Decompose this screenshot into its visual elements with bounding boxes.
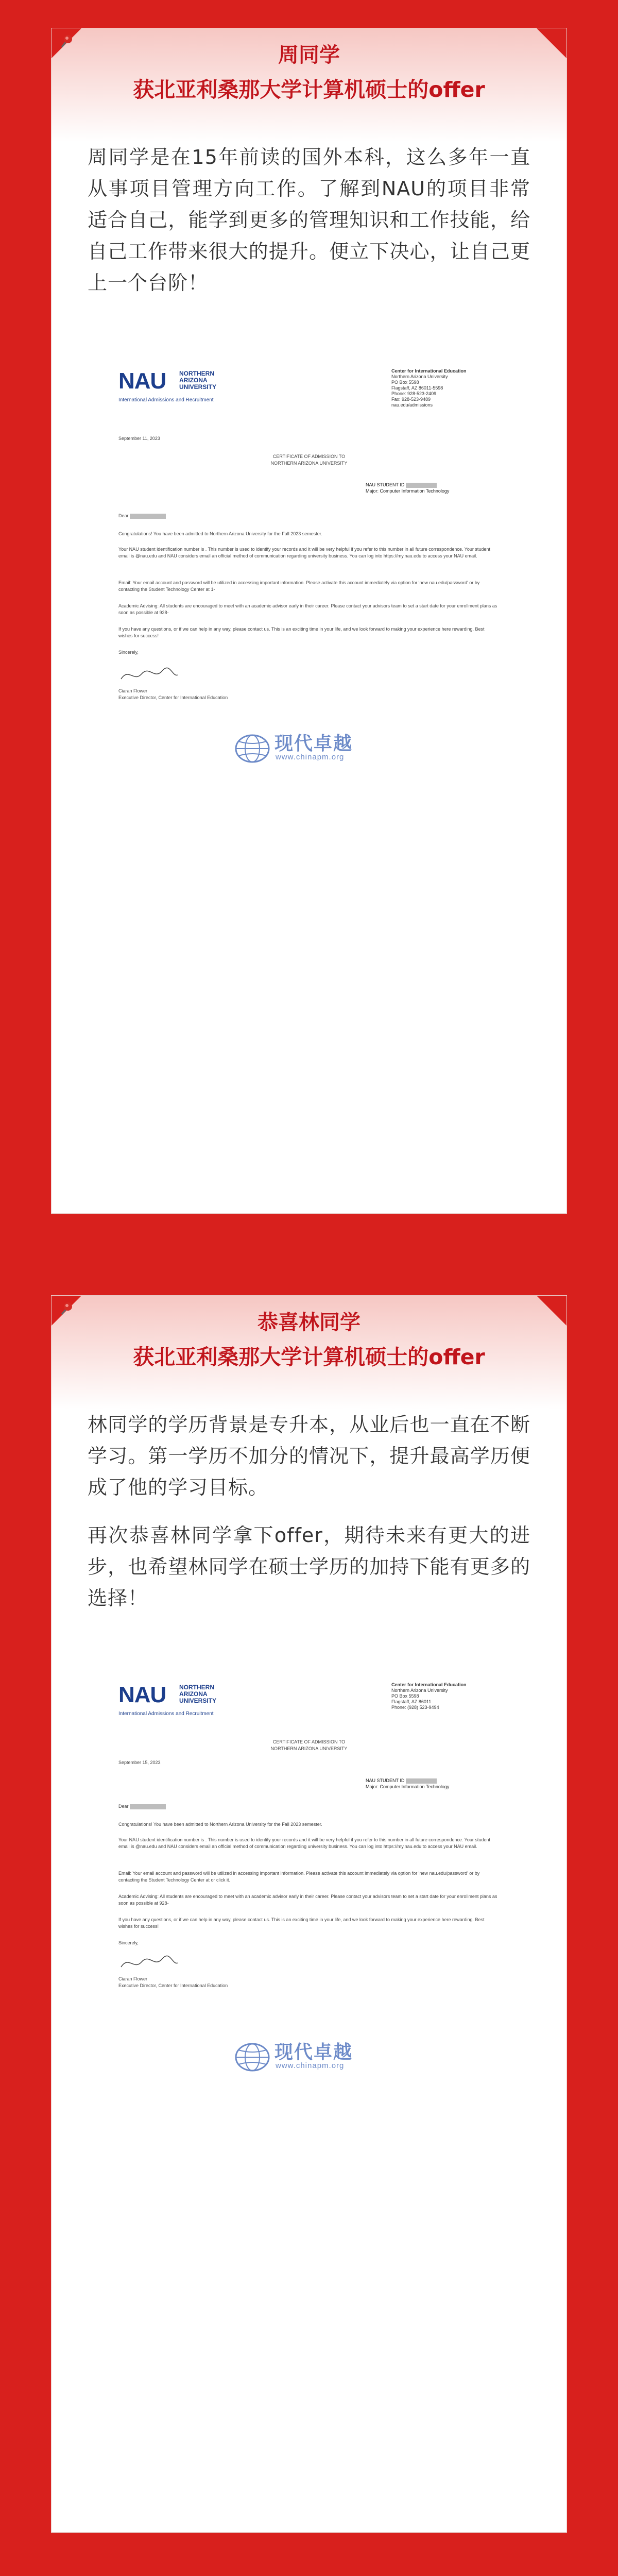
letter-paragraph-5: If you have any questions, or if we can help in any way, please contact us. This is an exciting time in your life, and we look forward to making your experience here rewarding. Best wishes for success! — [118, 1917, 485, 1929]
letter-certificate-title: CERTIFICATE OF ADMISSION TO NORTHERN ARIZONA UNIVERSITY — [270, 1739, 348, 1751]
nau-logo: NAU NORTHERN ARIZONA UNIVERSITY International Admissions and Recruitment — [118, 1682, 217, 1717]
letter-paragraph-4: Academic Advising: All students are encouraged to meet with an academic advisor early in their career. Please contact your advisors team to set a start date for your enrollment plans as soon as possible at 928- — [118, 1894, 497, 1906]
card-paragraph: 周同学是在15年前读的国外本科，这么多年一直从事项目管理方向工作。了解到NAU的项目非常适合自己，能学到更多的管理知识和工作技能，给自己工作带来很大的提升。便立下决心，让自己更上一个台阶！ — [88, 146, 530, 294]
letter-dear: Dear — [118, 513, 500, 519]
card-title-name: 周同学 — [278, 43, 340, 67]
letter-address: Center for International Education Northern Arizona University PO Box 5598 Flagstaff, AZ 86011-5598 Phone: 928-523-2409 Fax: 928-523-9489 nau.edu/admissions — [391, 368, 467, 408]
nau-admission-letter — [118, 368, 500, 935]
letter-date: September 15, 2023 — [118, 1760, 161, 1765]
letter-sincerely: Sincerely, — [118, 1940, 139, 1945]
card-title-subtitle: 获北亚利桑那大学计算机硕士的offer — [133, 1345, 485, 1369]
letter-certificate-title: CERTIFICATE OF ADMISSION TO NORTHERN ARIZONA UNIVERSITY — [270, 454, 348, 466]
letter-signer: Ciaran Flower Executive Director, Center for International Education — [118, 688, 228, 700]
letter-date: September 11, 2023 — [118, 436, 160, 441]
letter-address: Center for International Education Northern Arizona University PO Box 5598 Flagstaff, AZ 86011 Phone: (928) 523-9494 — [391, 1682, 467, 1710]
nau-admission-letter — [118, 1682, 500, 2249]
letter-signer: Ciaran Flower Executive Director, Center for International Education — [118, 1976, 228, 1988]
letter-paragraph-1: Congratulations! You have been admitted to Northern Arizona University for the Fall 2023 semester. — [118, 1822, 322, 1827]
letter-paragraph-4: Academic Advising: All students are encouraged to meet with an academic advisor early in their career. Please contact your advisors team to set a start date for your enrollment plans as soon as possible at 928- — [118, 603, 497, 615]
card-lin — [52, 1296, 566, 2532]
card-title-subtitle: 获北亚利桑那大学计算机硕士的offer — [133, 77, 485, 102]
watermark-logo: 现代卓越 www.chinapm.org — [234, 729, 368, 770]
watermark-logo: 现代卓越 www.chinapm.org — [234, 2038, 368, 2079]
letter-paragraph-2: Your NAU student identification number is . This number is used to identify your records and it will be very helpful if you refer to this number in all future correspondence. Your student email is @nau.edu and NAU considers email an official method of communication regarding university business. You can log into https://my.nau.edu to access your NAU email. — [118, 1837, 490, 1849]
globe-icon — [234, 733, 270, 764]
letter-student-info: NAU STUDENT ID Major: Computer Information Technology — [366, 1778, 450, 1789]
card-title-name: 恭喜林同学 — [258, 1311, 360, 1334]
card-zhou — [52, 28, 566, 1213]
letter-paragraph-2: Your NAU student identification number is . This number is used to identify your records and it will be very helpful if you refer to this number in all future correspondence. Your student email is @nau.edu and NAU considers email an official method of communication regarding university business. You can log into https://my.nau.edu to access your NAU email. — [118, 547, 490, 558]
card-paragraph: 再次恭喜林同学拿下offer，期待未来有更大的进步，也希望林同学在硕士学历的加持下能有更多的选择！ — [88, 1524, 530, 1609]
letter-paragraph-5: If you have any questions, or if we can help in any way, please contact us. This is an exciting time in your life, and we look forward to making your experience here rewarding. Best wishes for success! — [118, 626, 485, 638]
nau-logo: NAU NORTHERN ARIZONA UNIVERSITY International Admissions and Recruitment — [118, 368, 217, 403]
letter-sincerely: Sincerely, — [118, 650, 139, 655]
signature-image — [118, 665, 180, 685]
card-paragraph: 林同学的学历背景是专升本，从业后也一直在不断学习。第一学历不加分的情况下，提升最高学历便成了他的学习目标。 — [88, 1413, 530, 1499]
letter-paragraph-1: Congratulations! You have been admitted to Northern Arizona University for the Fall 2023 semester. — [118, 531, 322, 536]
signature-image — [118, 1953, 180, 1973]
letter-paragraph-3: Email: Your email account and password will be utilized in accessing important information. Please activate this account immediately via option for 'new nau.edu/password' or by contacting the Student Technology Center at or click it. — [118, 1871, 480, 1883]
letter-dear: Dear — [118, 1803, 500, 1810]
globe-icon — [234, 2042, 270, 2073]
letter-paragraph-3: Email: Your email account and password will be utilized in accessing important information. Please activate this account immediately via option for 'new nau.edu/password' or by contacting the Student Technology Center at 1- — [118, 580, 480, 592]
letter-student-info: NAU STUDENT ID Major: Computer Information Technology — [366, 482, 450, 494]
